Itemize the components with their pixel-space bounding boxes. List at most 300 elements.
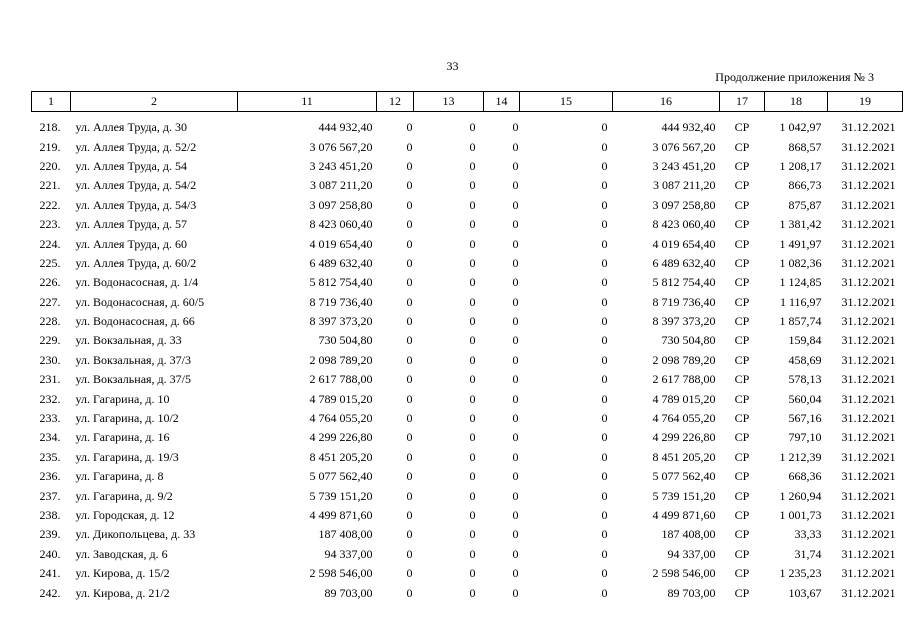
- col-17-cell: СР: [734, 333, 750, 348]
- table-row: [32, 448, 903, 467]
- col-11-cell: 89 703,00: [324, 585, 373, 600]
- col-19-cell: 31.12.2021: [841, 178, 896, 193]
- col-17-cell: СР: [734, 411, 750, 426]
- col-11-cell: 730 504,80: [318, 333, 373, 348]
- col-11-cell: 3 243 451,20: [309, 158, 373, 173]
- col-14-cell: 0: [512, 411, 519, 426]
- col-12-cell: 0: [406, 217, 413, 232]
- address-cell: ул. Водонасосная, д. 1/4: [75, 275, 199, 290]
- col-17-cell: СР: [734, 255, 750, 270]
- col-13-cell: 0: [469, 158, 476, 173]
- col-18-cell: 1 235,23: [779, 566, 822, 581]
- address-cell: ул. Вокзальная, д. 37/3: [75, 352, 191, 367]
- col-16-cell: 2 598 546,00: [652, 566, 716, 581]
- col-12-cell: 0: [406, 314, 413, 329]
- col-14-cell: 0: [512, 546, 519, 561]
- address-cell: ул. Аллея Труда, д. 30: [75, 120, 187, 135]
- header-cell-1: 1: [32, 92, 71, 112]
- col-11-cell: 94 337,00: [324, 546, 373, 561]
- col-19-cell: 31.12.2021: [841, 488, 896, 503]
- table-row: [32, 293, 903, 312]
- col-15-cell: 0: [601, 372, 608, 387]
- address-cell: ул. Гагарина, д. 19/3: [75, 449, 179, 464]
- col-19-cell: 31.12.2021: [841, 217, 896, 232]
- address-cell: ул. Гагарина, д. 10: [75, 391, 170, 406]
- col-13-cell: 0: [469, 488, 476, 503]
- col-11-cell: 2 598 546,00: [309, 566, 373, 581]
- col-15-cell: 0: [601, 449, 608, 464]
- table-row: [32, 370, 903, 389]
- col-18-cell: 1 042,97: [779, 120, 822, 135]
- col-18-cell: 875,87: [788, 197, 822, 212]
- table-row: [32, 583, 903, 602]
- col-12-cell: 0: [406, 585, 413, 600]
- col-11-cell: 4 789 015,20: [309, 391, 373, 406]
- col-12-cell: 0: [406, 566, 413, 581]
- col-13-cell: 0: [469, 527, 476, 542]
- row-number-cell: 224.: [39, 236, 61, 251]
- col-17-cell: СР: [734, 236, 750, 251]
- col-17-cell: СР: [734, 508, 750, 522]
- col-17-cell: СР: [734, 488, 750, 503]
- col-11-cell: 6 489 632,40: [309, 255, 373, 270]
- address-cell: ул. Дикопольцева, д. 33: [75, 527, 196, 542]
- col-12-cell: 0: [406, 508, 413, 522]
- table-row: [32, 486, 903, 505]
- col-14-cell: 0: [512, 585, 519, 600]
- address-cell: ул. Аллея Труда, д. 54: [75, 158, 187, 173]
- col-12-cell: 0: [406, 158, 413, 173]
- table-row: [32, 254, 903, 273]
- col-15-cell: 0: [601, 391, 608, 406]
- col-18-cell: 578,13: [788, 372, 822, 387]
- col-13-cell: 0: [469, 449, 476, 464]
- header-cell-13: 13: [414, 92, 484, 112]
- col-16-cell: 94 337,00: [667, 546, 716, 561]
- col-16-cell: 8 451 205,20: [652, 449, 716, 464]
- col-12-cell: 0: [406, 352, 413, 367]
- col-15-cell: 0: [601, 236, 608, 251]
- table-row: [32, 545, 903, 564]
- col-14-cell: 0: [512, 508, 519, 522]
- col-13-cell: 0: [469, 566, 476, 581]
- row-number-cell: 221.: [39, 178, 61, 193]
- row-number-cell: 235.: [39, 449, 61, 464]
- col-16-cell: 5 077 562,40: [652, 469, 716, 484]
- col-19-cell: 31.12.2021: [841, 585, 896, 600]
- col-17-cell: СР: [734, 197, 750, 212]
- col-13-cell: 0: [469, 236, 476, 251]
- col-16-cell: 4 299 226,80: [652, 430, 716, 445]
- col-13-cell: 0: [469, 469, 476, 484]
- col-17-cell: СР: [734, 546, 750, 561]
- col-19-cell: 31.12.2021: [841, 449, 896, 464]
- col-13-cell: 0: [469, 352, 476, 367]
- col-12-cell: 0: [406, 178, 413, 193]
- address-cell: ул. Кирова, д. 15/2: [75, 566, 170, 581]
- col-18-cell: 1 124,85: [779, 275, 822, 290]
- col-11-cell: 187 408,00: [318, 527, 373, 542]
- header-cell-2: 2: [71, 92, 238, 112]
- page-number: 33: [446, 59, 459, 73]
- row-number-cell: 229.: [39, 333, 61, 348]
- col-12-cell: 0: [406, 391, 413, 406]
- col-18-cell: 560,04: [788, 391, 822, 406]
- col-13-cell: 0: [469, 120, 476, 135]
- row-number-cell: 228.: [39, 314, 61, 329]
- header-cell-11: 11: [238, 92, 377, 112]
- table-row: [32, 215, 903, 234]
- header-cell-16: 16: [613, 92, 720, 112]
- data-table: [31, 91, 903, 603]
- col-17-cell: СР: [734, 566, 750, 581]
- table-row: [32, 273, 903, 292]
- row-number-cell: 218.: [39, 120, 61, 135]
- row-number-cell: 237.: [39, 488, 61, 503]
- col-17-cell: СР: [734, 391, 750, 406]
- col-12-cell: 0: [406, 275, 413, 290]
- col-16-cell: 8 397 373,20: [652, 314, 716, 329]
- col-12-cell: 0: [406, 449, 413, 464]
- address-cell: ул. Водонасосная, д. 60/5: [75, 294, 205, 309]
- address-cell: ул. Аллея Труда, д. 60/2: [75, 255, 197, 270]
- col-11-cell: 8 397 373,20: [309, 314, 373, 329]
- row-number-cell: 238.: [39, 508, 61, 522]
- col-15-cell: 0: [601, 488, 608, 503]
- col-14-cell: 0: [512, 469, 519, 484]
- col-17-cell: СР: [734, 372, 750, 387]
- col-14-cell: 0: [512, 236, 519, 251]
- col-15-cell: 0: [601, 411, 608, 426]
- table-body: [32, 112, 903, 603]
- col-15-cell: 0: [601, 255, 608, 270]
- col-11-cell: 3 097 258,80: [309, 197, 373, 212]
- header-cell-15: 15: [520, 92, 613, 112]
- table-row: [32, 176, 903, 195]
- col-15-cell: 0: [601, 217, 608, 232]
- row-number-cell: 241.: [39, 566, 61, 581]
- col-16-cell: 2 617 788,00: [652, 372, 716, 387]
- col-17-cell: СР: [734, 275, 750, 290]
- col-14-cell: 0: [512, 391, 519, 406]
- col-14-cell: 0: [512, 217, 519, 232]
- col-13-cell: 0: [469, 411, 476, 426]
- col-11-cell: 3 076 567,20: [309, 139, 373, 154]
- row-number-cell: 230.: [39, 352, 61, 367]
- row-number-cell: 227.: [39, 294, 61, 309]
- col-18-cell: 1 082,36: [779, 255, 822, 270]
- col-15-cell: 0: [601, 469, 608, 484]
- col-17-cell: СР: [734, 430, 750, 445]
- col-14-cell: 0: [512, 197, 519, 212]
- col-11-cell: 2 617 788,00: [309, 372, 373, 387]
- col-15-cell: 0: [601, 508, 608, 522]
- col-13-cell: 0: [469, 391, 476, 406]
- col-17-cell: СР: [734, 158, 750, 173]
- col-19-cell: 31.12.2021: [841, 527, 896, 542]
- col-17-cell: СР: [734, 178, 750, 193]
- col-15-cell: 0: [601, 527, 608, 542]
- col-15-cell: 0: [601, 430, 608, 445]
- col-15-cell: 0: [601, 197, 608, 212]
- col-17-cell: СР: [734, 120, 750, 135]
- col-15-cell: 0: [601, 275, 608, 290]
- col-14-cell: 0: [512, 449, 519, 464]
- col-16-cell: 5 739 151,20: [652, 488, 716, 503]
- col-14-cell: 0: [512, 527, 519, 542]
- col-12-cell: 0: [406, 488, 413, 503]
- col-19-cell: 31.12.2021: [841, 120, 896, 135]
- col-19-cell: 31.12.2021: [841, 391, 896, 406]
- col-14-cell: 0: [512, 120, 519, 135]
- header-cell-17: 17: [720, 92, 765, 112]
- col-15-cell: 0: [601, 120, 608, 135]
- col-16-cell: 8 719 736,40: [652, 294, 716, 309]
- address-cell: ул. Вокзальная, д. 37/5: [75, 372, 191, 387]
- col-11-cell: 4 499 871,60: [309, 508, 373, 522]
- table-row: [32, 389, 903, 408]
- address-cell: ул. Гагарина, д. 8: [75, 469, 164, 484]
- table-row: [32, 112, 903, 138]
- col-17-cell: СР: [734, 314, 750, 329]
- col-17-cell: СР: [734, 217, 750, 232]
- header-cell-18: 18: [765, 92, 828, 112]
- col-11-cell: 5 812 754,40: [309, 275, 373, 290]
- row-number-cell: 234.: [39, 430, 61, 445]
- address-cell: ул. Гагарина, д. 16: [75, 430, 170, 445]
- table-row: [32, 525, 903, 544]
- col-16-cell: 5 812 754,40: [652, 275, 716, 290]
- col-11-cell: 4 764 055,20: [309, 411, 373, 426]
- col-12-cell: 0: [406, 236, 413, 251]
- col-11-cell: 8 719 736,40: [309, 294, 373, 309]
- col-19-cell: 31.12.2021: [841, 139, 896, 154]
- row-number-cell: 239.: [39, 527, 61, 542]
- col-14-cell: 0: [512, 352, 519, 367]
- col-14-cell: 0: [512, 255, 519, 270]
- col-15-cell: 0: [601, 158, 608, 173]
- row-number-cell: 242.: [39, 585, 61, 600]
- col-11-cell: 444 932,40: [318, 120, 373, 135]
- col-17-cell: СР: [734, 469, 750, 484]
- col-18-cell: 1 208,17: [779, 158, 822, 173]
- col-16-cell: 3 243 451,20: [652, 158, 716, 173]
- col-15-cell: 0: [601, 294, 608, 309]
- col-19-cell: 31.12.2021: [841, 372, 896, 387]
- col-19-cell: 31.12.2021: [841, 236, 896, 251]
- table-row: [32, 351, 903, 370]
- col-19-cell: 31.12.2021: [841, 469, 896, 484]
- row-number-cell: 222.: [39, 197, 61, 212]
- col-19-cell: 31.12.2021: [841, 508, 896, 522]
- col-12-cell: 0: [406, 255, 413, 270]
- col-17-cell: СР: [734, 527, 750, 542]
- row-number-cell: 231.: [39, 372, 61, 387]
- row-number-cell: 220.: [39, 158, 61, 173]
- col-14-cell: 0: [512, 333, 519, 348]
- col-14-cell: 0: [512, 430, 519, 445]
- col-13-cell: 0: [469, 430, 476, 445]
- col-14-cell: 0: [512, 372, 519, 387]
- table-row: [32, 506, 903, 525]
- col-18-cell: 31,74: [794, 546, 822, 561]
- col-11-cell: 5 739 151,20: [309, 488, 373, 503]
- col-16-cell: 89 703,00: [667, 585, 716, 600]
- row-number-cell: 223.: [39, 217, 61, 232]
- col-14-cell: 0: [512, 178, 519, 193]
- col-15-cell: 0: [601, 546, 608, 561]
- col-11-cell: 4 299 226,80: [309, 430, 373, 445]
- col-16-cell: 6 489 632,40: [652, 255, 716, 270]
- col-13-cell: 0: [469, 585, 476, 600]
- address-cell: ул. Заводская, д. 6: [75, 546, 168, 561]
- col-12-cell: 0: [406, 469, 413, 484]
- col-14-cell: 0: [512, 314, 519, 329]
- col-16-cell: 8 423 060,40: [652, 217, 716, 232]
- address-cell: ул. Гагарина, д. 9/2: [75, 488, 173, 503]
- address-cell: ул. Аллея Труда, д. 54/3: [75, 197, 197, 212]
- table-row: [32, 137, 903, 156]
- col-13-cell: 0: [469, 178, 476, 193]
- col-13-cell: 0: [469, 333, 476, 348]
- col-19-cell: 31.12.2021: [841, 275, 896, 290]
- address-cell: ул. Гагарина, д. 10/2: [75, 411, 179, 426]
- col-18-cell: 159,84: [788, 333, 822, 348]
- col-12-cell: 0: [406, 197, 413, 212]
- address-cell: ул. Кирова, д. 21/2: [75, 585, 170, 600]
- col-13-cell: 0: [469, 294, 476, 309]
- col-14-cell: 0: [512, 488, 519, 503]
- col-16-cell: 3 076 567,20: [652, 139, 716, 154]
- row-number-cell: 233.: [39, 411, 61, 426]
- col-19-cell: 31.12.2021: [841, 352, 896, 367]
- col-18-cell: 1 001,73: [779, 508, 822, 522]
- col-15-cell: 0: [601, 352, 608, 367]
- col-15-cell: 0: [601, 566, 608, 581]
- col-13-cell: 0: [469, 139, 476, 154]
- address-cell: ул. Аллея Труда, д. 57: [75, 217, 187, 232]
- address-cell: ул. Аллея Труда, д. 54/2: [75, 178, 197, 193]
- col-19-cell: 31.12.2021: [841, 314, 896, 329]
- address-cell: ул. Аллея Труда, д. 52/2: [75, 139, 197, 154]
- col-15-cell: 0: [601, 585, 608, 600]
- col-13-cell: 0: [469, 275, 476, 290]
- address-cell: ул. Городская, д. 12: [75, 508, 175, 522]
- col-19-cell: 31.12.2021: [841, 255, 896, 270]
- col-18-cell: 1 116,97: [779, 294, 822, 309]
- table-row: [32, 409, 903, 428]
- col-17-cell: СР: [734, 585, 750, 600]
- header-cell-14: 14: [484, 92, 520, 112]
- col-17-cell: СР: [734, 352, 750, 367]
- col-18-cell: 1 491,97: [779, 236, 822, 251]
- col-13-cell: 0: [469, 372, 476, 387]
- col-17-cell: СР: [734, 294, 750, 309]
- table-row: [32, 467, 903, 486]
- col-18-cell: 1 260,94: [779, 488, 822, 503]
- col-18-cell: 868,57: [788, 139, 822, 154]
- col-15-cell: 0: [601, 314, 608, 329]
- col-16-cell: 730 504,80: [661, 333, 716, 348]
- col-17-cell: СР: [734, 139, 750, 154]
- col-16-cell: 2 098 789,20: [652, 352, 716, 367]
- col-12-cell: 0: [406, 139, 413, 154]
- row-number-cell: 236.: [39, 469, 61, 484]
- table-row: [32, 312, 903, 331]
- col-18-cell: 1 857,74: [779, 314, 822, 329]
- col-14-cell: 0: [512, 158, 519, 173]
- table-row: [32, 157, 903, 176]
- col-12-cell: 0: [406, 294, 413, 309]
- col-11-cell: 3 087 211,20: [309, 178, 373, 193]
- col-11-cell: 8 451 205,20: [309, 449, 373, 464]
- col-19-cell: 31.12.2021: [841, 333, 896, 348]
- col-16-cell: 187 408,00: [661, 527, 716, 542]
- col-12-cell: 0: [406, 411, 413, 426]
- col-13-cell: 0: [469, 197, 476, 212]
- col-18-cell: 567,16: [788, 411, 822, 426]
- col-18-cell: 458,69: [788, 352, 822, 367]
- col-18-cell: 1 212,39: [779, 449, 822, 464]
- col-16-cell: 3 097 258,80: [652, 197, 716, 212]
- col-19-cell: 31.12.2021: [841, 566, 896, 581]
- table-row: [32, 196, 903, 215]
- col-19-cell: 31.12.2021: [841, 430, 896, 445]
- col-18-cell: 866,73: [788, 178, 822, 193]
- address-cell: ул. Аллея Труда, д. 60: [75, 236, 187, 251]
- col-16-cell: 3 087 211,20: [652, 178, 716, 193]
- table-row: [32, 428, 903, 447]
- col-12-cell: 0: [406, 430, 413, 445]
- col-16-cell: 4 019 654,40: [652, 236, 716, 251]
- col-11-cell: 8 423 060,40: [309, 217, 373, 232]
- col-12-cell: 0: [406, 120, 413, 135]
- col-16-cell: 4 789 015,20: [652, 391, 716, 406]
- col-15-cell: 0: [601, 333, 608, 348]
- col-15-cell: 0: [601, 178, 608, 193]
- header-cell-12: 12: [377, 92, 414, 112]
- col-13-cell: 0: [469, 508, 476, 522]
- col-19-cell: 31.12.2021: [841, 546, 896, 561]
- col-11-cell: 5 077 562,40: [309, 469, 373, 484]
- table-header: [32, 92, 903, 112]
- col-16-cell: 4 764 055,20: [652, 411, 716, 426]
- col-18-cell: 797,10: [788, 430, 822, 445]
- address-cell: ул. Вокзальная, д. 33: [75, 333, 182, 348]
- col-18-cell: 668,36: [788, 469, 822, 484]
- col-18-cell: 103,67: [788, 585, 822, 600]
- col-15-cell: 0: [601, 139, 608, 154]
- row-number-cell: 226.: [39, 275, 61, 290]
- col-14-cell: 0: [512, 566, 519, 581]
- col-11-cell: 4 019 654,40: [309, 236, 373, 251]
- header-row: [32, 92, 903, 112]
- header-cell-19: 19: [828, 92, 903, 112]
- col-19-cell: 31.12.2021: [841, 197, 896, 212]
- col-12-cell: 0: [406, 333, 413, 348]
- table-row: [32, 234, 903, 253]
- col-11-cell: 2 098 789,20: [309, 352, 373, 367]
- col-14-cell: 0: [512, 139, 519, 154]
- continuation-caption: Продолжение приложения № 3: [715, 70, 874, 84]
- col-19-cell: 31.12.2021: [841, 294, 896, 309]
- col-13-cell: 0: [469, 546, 476, 561]
- col-18-cell: 33,33: [794, 527, 822, 542]
- col-13-cell: 0: [469, 255, 476, 270]
- table-row: [32, 331, 903, 350]
- col-18-cell: 1 381,42: [779, 217, 822, 232]
- col-16-cell: 4 499 871,60: [652, 508, 716, 522]
